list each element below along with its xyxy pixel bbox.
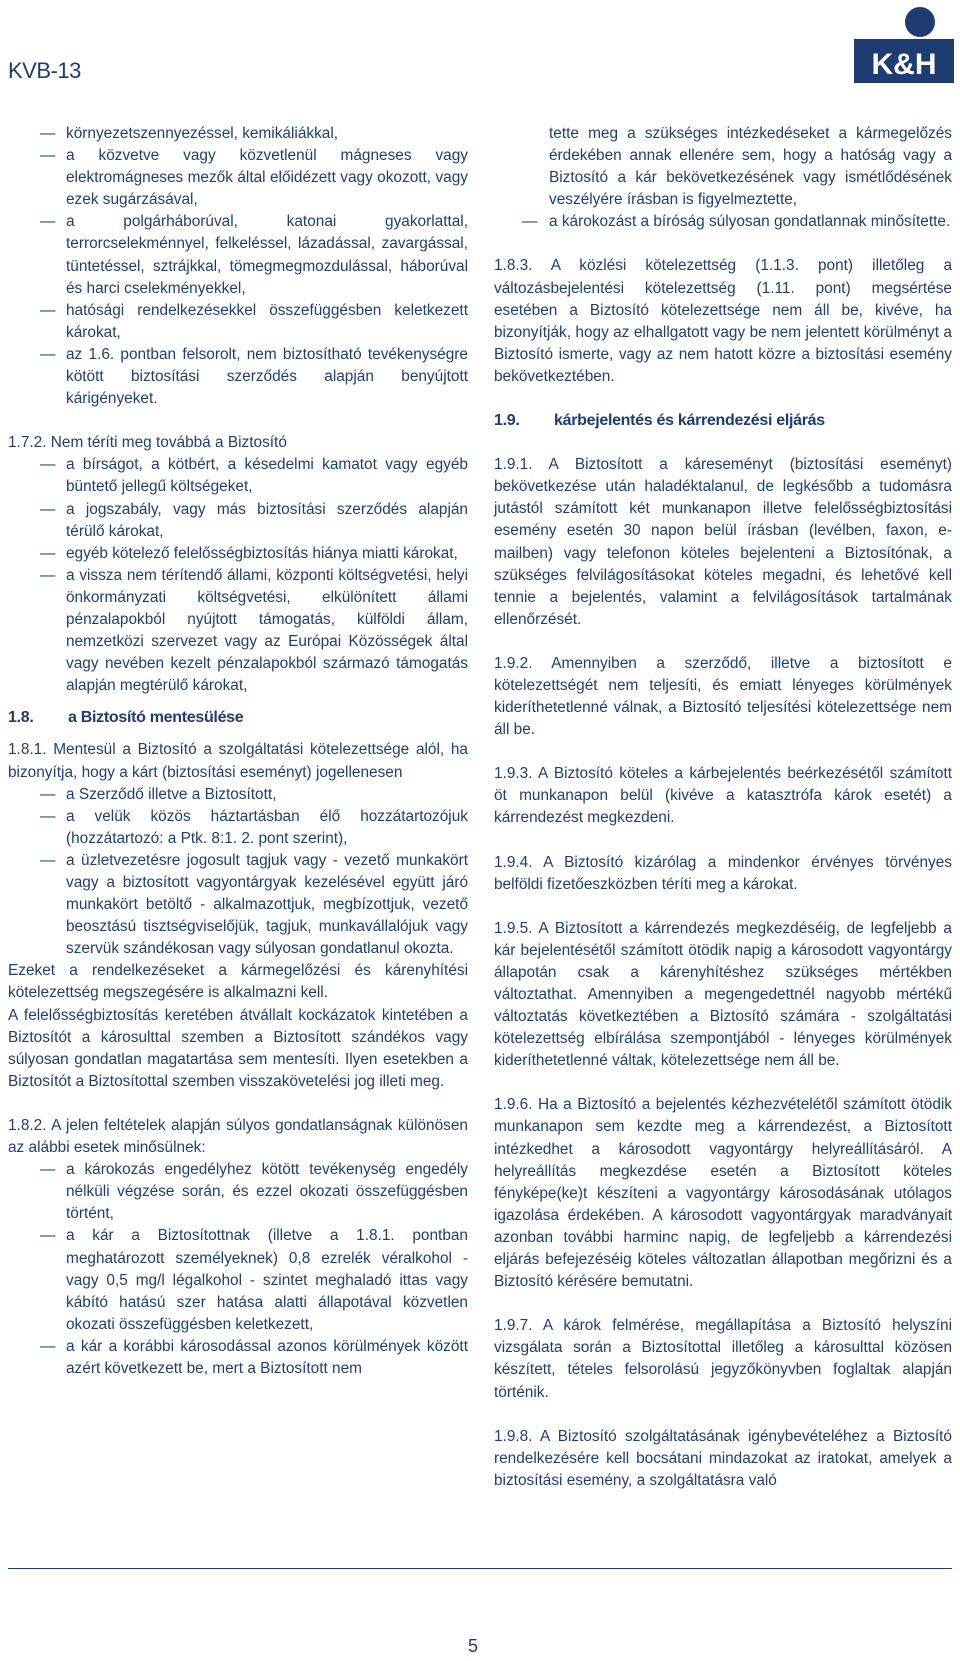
list-item: — a közvetve vagy közvetlenül mágneses vagy elektromágneses mezők által előidézett vagy okozott, vagy ezek sugárzásával, [8,145,468,211]
list-item: — a Szerződő illetve a Biztosított, [8,784,468,806]
kh-logo-icon [852,4,956,84]
paragraph: 1.9.5. A Biztosított a kárrendezés megkezdéséig, de legfeljebb a kár bejelentésétől számított ötödik napig a károsodott vagyontárgy állapotán csak a kárenyhítéshez szükséges mértékben változtathat. Amennyiben a megengedettnél nagyobb mértékű változtatás következtében a Biztosító számára - szolgáltatási kötelezettség elbírálása szempontjából - lényeges körülmények kideríthetetlenné váltak, kötelezettsége nem áll be. [494,919,952,1070]
list-item: — a polgárháborúval, katonai gyakorlattal, terrorcselekménnyel, felkeléssel, lázadással, zavargással, tüntetéssel, sztrájkkal, tömegmegmozdulással, háborúval és harci cselekményekkel, [8,211,468,299]
paragraph: 1.8.3. A közlési kötelezettség (1.1.3. pont) illetőleg a változásbejelentési kötelezettség (1.11. pont) megsértése esetében a Biztosító kötelezettsége nem áll be, kivéve, ha bizonyítják, hogy az elhallgatott vagy be nem jelentett körülményt a Biztosító ismerte, vagy az nem hatott közre a biztosítási esemény bekövetkeztében. [494,257,952,385]
paragraph: 1.9.8. A Biztosító szolgáltatásának igénybevételéhez a Biztosító rendelkezésére kell bocsátani mindazokat az iratokat, amelyek a biztosítási esemény, a szolgáltatásra való [494,1427,952,1489]
footer-divider [8,1568,952,1569]
right-column [494,123,952,1492]
list-item: — hatósági rendelkezésekkel összefüggésben keletkezett károkat, [8,300,468,344]
paragraph: tette meg a szükséges intézkedéseket a kármegelőzés érdekében annak ellenére sem, hogy a hatóság vagy a Biztosító a kár bekövetkezésének vagy ismétlődésének veszélyére írásban is figyelmeztette, [549,125,952,209]
list-item: — a kár a korábbi károsodással azonos körülmények között azért következett be, mert a Biztosított nem [8,1336,468,1380]
paragraph: 1.9.7. A károk felmérése, megállapítása a Biztosító helyszíni vizsgálata során a Biztosítottal illetőleg a károsulttal közösen készített, tételes felsorolású jegyzőkönyvben foglaltak alapján történik. [494,1317,952,1401]
paragraph: 1.9.1. A Biztosított a káreseményt (biztosítási eseményt) bekövetkezése után haladéktalanul, de legkésőbb a tudomásra jutástól számított két munkanapon illetve felelősségbiztosítási esemény esetén 30 napon belül írásban (levélben, faxon, e-mailben) vagy telefonon köteles bejelenteni a Biztosítónak, a szükséges felvilágosításokat köteles megadni, és lehetővé kell tennie a bejelentés, valamint a felvilágosítások tartalmának ellenőrzését. [494,456,952,628]
list-item: — környezetszennyezéssel, kemikáliákkal, [8,123,468,145]
section-title: kárbejelentés és kárrendezési eljárás [554,412,825,430]
list-item: — a károkozás engedélyhez kötött tevékenység engedély nélküli végzése során, és ezzel okozati összefüggésben történt, [8,1159,468,1225]
kh-logo [852,4,956,84]
paragraph: 1.9.3. A Biztosító köteles a kárbejelentés beérkezésétől számított öt munkanapon belül (kivéve a katasztrófa károk esetét) a kárrendezést megkezdeni. [494,765,952,827]
list-item: — a velük közös háztartásban élő hozzátartozójuk (hozzátartozó: a Ptk. 8:1. 2. pont szerint), [8,806,468,850]
section-heading [494,410,952,432]
section-number: 1.8. [8,709,34,727]
paragraph: 1.7.2. Nem téríti meg továbbá a Biztosító [8,434,287,452]
list-item: — a károkozást a bíróság súlyosan gondatlannak minősítette. [494,211,952,233]
section-heading [8,707,468,729]
paragraph: Ezeket a rendelkezéseket a kármegelőzési és kárenyhítési kötelezettség megszegésére is alkalmazni kell. [8,962,468,1002]
paragraph: A felelősségbiztosítás keretében átvállalt kockázatok kintetében a Biztosítót a károsulttal szemben a Biztosított szándékos vagy súlyosan gondatlan magatartása sem mentesíti. Ilyen esetekben a Biztosítót a Biztosítottal szemben visszakövetelési jog illeti meg. [8,1006,468,1090]
list-item: — egyéb kötelező felelősségbiztosítás hiánya miatti károkat, [8,543,468,565]
list-item: — a üzletvezetésre jogosult tagjuk vagy - vezető munkakört vagy a biztosított vagyontárgyak kezelésével együtt járó munkakört betöltő - alkalmazottjuk, megbízottjuk, vezető beosztású tisztségviselőjük, tagjuk, munkavállalójuk vagy szervük szándékosan vagy súlyosan gondatlanul okozta. [8,850,468,960]
list-item: — a bírságot, a kötbért, a késedelmi kamatot vagy egyéb büntető jellegű költségeket, [8,454,468,498]
paragraph: 1.9.6. Ha a Biztosító a bejelentés kézhezvételétől számított ötödik munkanapon sem kezdte meg a kárrendezést, a Biztosított intézkedhet a károsodott vagyontárgy helyreállításáról. A helyreállítás megkezdése esetén a Biztosított köteles fényképe(ke)t készíteni a vagyontárgy károsodásának utólagos igazolása érdekében. A károsodott vagyontárgyak maradványait azonban további harminc napig, de legfeljebb a kárrendezési eljárás befejezéséig köteles változatlan állapotban megőrizni és a Biztosító kérésére bemutatni. [494,1096,952,1291]
page-number: 5 [468,1636,479,1656]
paragraph: 1.8.1. Mentesül a Biztosító a szolgáltatási kötelezettsége alól, ha bizonyítja, hogy a kárt (biztosítási eseményt) jogellenesen [8,741,468,781]
paragraph: 1.9.4. A Biztosító kizárólag a mindenkor érvényes törvényes belföldi fizetőeszközben téríti meg a károkat. [494,853,952,893]
logo-text: K&H [871,48,937,81]
left-column [8,123,468,1380]
list-item: — a kár a Biztosítottnak (illetve a 1.8.1. pontban meghatározott személyeknek) 0,8 ezrelék véralkohol - vagy 0,5 mg/l légalkohol - szintet meghaladó ittas vagy kábító hatású szer hatása alatti állapotával közvetlen okozati összefüggésben keletkezett, [8,1225,468,1335]
list-item: — az 1.6. pontban felsorolt, nem biztosítható tevékenységre kötött biztosítási szerződés alapján benyújtott kárigényeket. [8,344,468,410]
list-item: — a vissza nem térítendő állami, központi költségvetési, helyi önkormányzati költségvetési, elkülönített állami pénzalapokból nyújtott támogatás, külföldi állam, nemzetközi szervezet vagy az Európai Közösségek által vagy nevében kezelt pénzalapokból származó támogatás alapján megtérülő károkat, [8,565,468,698]
list-item: — a jogszabály, vagy más biztosítási szerződés alapján térülő károkat, [8,499,468,543]
paragraph: 1.9.2. Amennyiben a szerződő, illetve a biztosított e kötelezettségét nem teljesíti, és emiatt lényeges körülmények kideríthetetlenné válnak, a Biztosító teljesítési kötelezettsége nem áll be. [494,654,952,739]
document-code: KVB-13 [8,58,81,83]
section-title: a Biztosító mentesülése [68,709,244,727]
section-number: 1.9. [494,412,520,430]
paragraph: 1.8.2. A jelen feltételek alapján súlyos gondatlanságnak különösen az alábbi esetek minősülnek: [8,1116,468,1157]
